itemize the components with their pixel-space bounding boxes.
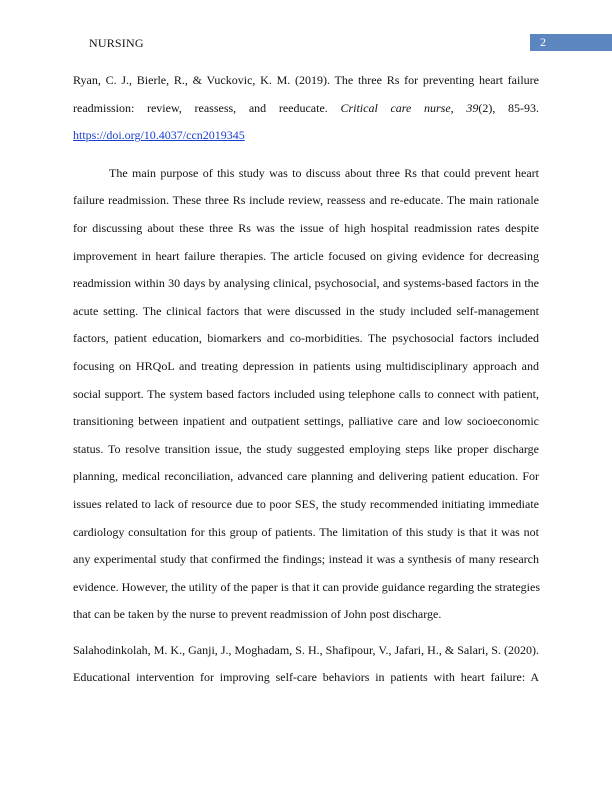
document-body <box>73 67 539 692</box>
reference-ryan <box>73 67 539 150</box>
paragraph-line: issues related to lack of resource due to poor SES, the study recommended initiating immediate <box>73 496 539 511</box>
reference-line <box>73 95 539 123</box>
journal-volume: 39 <box>466 100 479 115</box>
paragraph-line: planning, medical reconciliation, advanced care planning and delivering patient education. For <box>73 469 539 484</box>
paragraph-line: readmission within 30 days by analysing clinical, psychosocial, and systems-based factors in the <box>73 276 539 291</box>
paragraph-line: factors, patient education, biomarkers and co-morbidities. The psychosocial factors included <box>73 331 539 346</box>
reference-line: Educational intervention for improving self-care behaviors in patients with heart failure: A <box>73 670 539 685</box>
journal-issue-pages: (2), 85-93. <box>478 100 539 115</box>
paragraph-line: evidence. However, the utility of the paper is that it can provide guidance regarding the strategies <box>73 579 541 594</box>
paragraph-line: failure readmission. These three Rs include review, reassess and re-educate. The main rationale <box>73 193 539 208</box>
paragraph-line: focusing on HRQoL and treating depression in patients using multidisciplinary approach and <box>73 358 539 373</box>
reference-line: Ryan, C. J., Bierle, R., & Vuckovic, K. M. (2019). The three Rs for preventing heart failure <box>73 73 539 87</box>
paragraph-line: social support. The system based factors included using telephone calls to connect with patient, <box>73 386 539 401</box>
reference-line <box>73 122 539 150</box>
page-number: 2 <box>540 35 546 49</box>
running-head: NURSING <box>89 36 144 50</box>
paragraph-line: any experimental study that confirmed the findings; instead it was a synthesis of many research <box>73 552 539 567</box>
journal-name: Critical care nurse <box>340 100 451 115</box>
page-number-bar <box>530 34 612 51</box>
reference-separator: , <box>450 100 467 115</box>
paragraph-line: The main purpose of this study was to discuss about three Rs that could prevent heart <box>109 165 539 180</box>
paragraph-line: for discussing about these three Rs was the issue of high hospital readmission rates despite <box>73 220 539 235</box>
paragraph-line: that can be taken by the nurse to prevent readmission of John post discharge. <box>73 607 442 622</box>
paragraph-line: cardiology consultation for this group of patients. The limitation of this study is that it was not <box>73 524 539 539</box>
paragraph-line: status. To resolve transition issue, the study suggested employing steps like proper discharge <box>73 441 539 456</box>
doi-link[interactable]: https://doi.org/10.4037/ccn2019345 <box>73 128 245 143</box>
reference-salahodinkolah <box>73 637 539 692</box>
paragraph-line: improvement in heart failure therapies. The article focused on giving evidence for decreasing <box>73 248 539 263</box>
reference-title-text: readmission: review, reassess, and reeducate. <box>73 100 341 115</box>
paragraph-line: acute setting. The clinical factors that were discussed in the study included self-management <box>73 303 539 318</box>
summary-paragraph <box>73 160 539 629</box>
reference-line: Salahodinkolah, M. K., Ganji, J., Moghadam, S. H., Shafipour, V., Jafari, H., & Salari, S. (2020). <box>73 642 539 657</box>
paragraph-line: transitioning between inpatient and outpatient settings, palliative care and low socioeconomic <box>73 414 539 429</box>
